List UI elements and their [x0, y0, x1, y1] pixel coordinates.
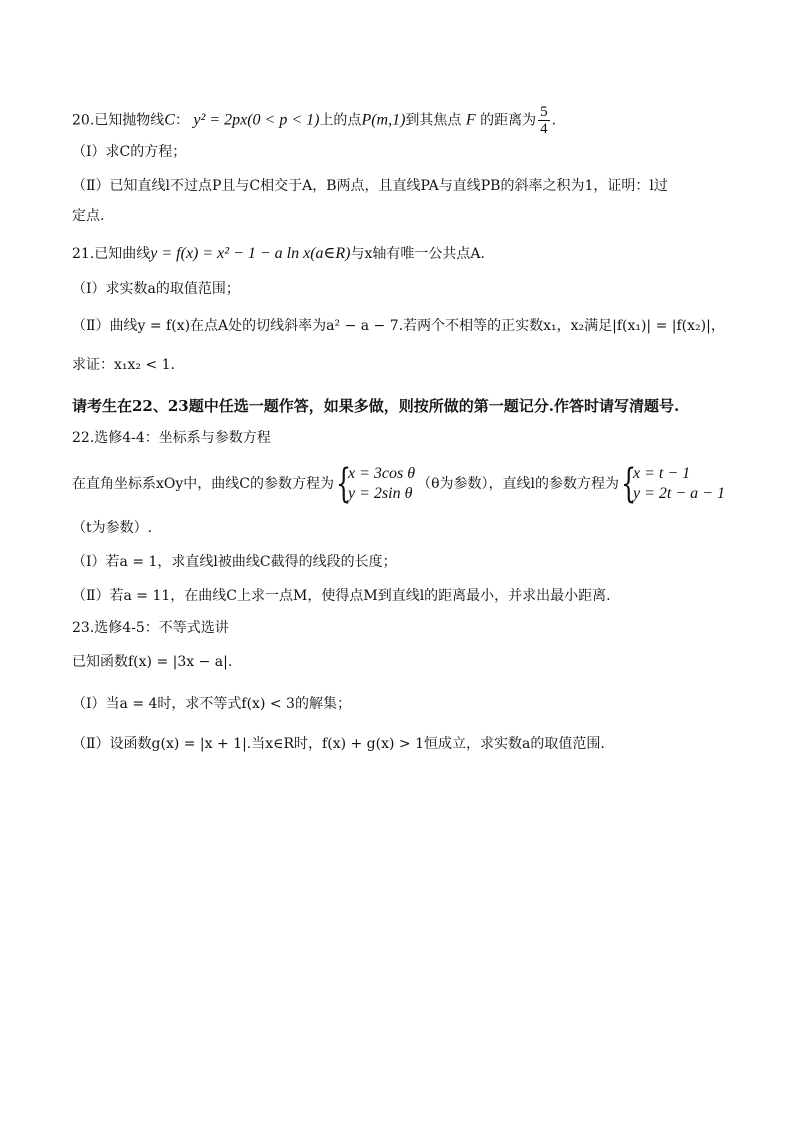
q22-curve-parametric-system — [336, 461, 416, 507]
q21-part1: （Ⅰ）求实数a的取值范围； — [72, 281, 240, 297]
q22-line-x-equation: x = t − 1 — [633, 465, 691, 482]
q22-title: 22.选修4-4：坐标系与参数方程 — [72, 430, 271, 446]
q20-stem-text-e: 的距离为 — [480, 112, 537, 129]
q20-point-p: P(m,1) — [361, 111, 406, 129]
q20-parabola-equation: y² = 2px(0 < p < 1) — [193, 111, 320, 129]
q20-focus-name: F — [465, 111, 476, 129]
q21-part2-line2: 求证：x₁x₂ < 1. — [72, 357, 176, 373]
q22-line-y-equation: y = 2t − a − 1 — [633, 485, 725, 502]
q22-stem — [72, 462, 740, 506]
q22-part1: （Ⅰ）若a = 1，求直线l被曲线C截得的线段的长度； — [72, 554, 397, 570]
q22-stem-text-b: （θ为参数），直线l的参数方程为 — [417, 476, 619, 492]
q22-brace-1: { — [336, 461, 352, 507]
q22-curve-x-equation: x = 3cos θ — [348, 465, 416, 482]
q20-fraction-denominator: 4 — [540, 121, 548, 137]
q20-stem-text-b: ： — [174, 112, 189, 129]
q21-stem — [72, 244, 740, 264]
q22-brace-2: { — [621, 461, 637, 507]
q20-stem — [72, 104, 740, 137]
q23-part1: （Ⅰ）当a = 4时，求不等式f(x) < 3的解集； — [72, 696, 351, 712]
q22-stem-text-a: 在直角坐标系xOy中，曲线C的参数方程为 — [72, 476, 334, 492]
q20-stem-text-d: 到其焦点 — [405, 112, 462, 129]
q20-fraction-numerator: 5 — [540, 104, 548, 120]
q20-stem-end: . — [551, 112, 557, 129]
q20-part1: （Ⅰ）求C的方程； — [72, 144, 187, 160]
selection-instruction: 请考生在22、23题中任选一题作答，如果多做，则按所做的第一题记分.作答时请写清题号. — [72, 397, 680, 415]
q22-curve-y-equation: y = 2sin θ — [348, 485, 413, 502]
q23-title: 23.选修4-5：不等式选讲 — [72, 620, 229, 636]
q22-stem-continued: （t为参数）. — [72, 520, 153, 536]
q21-stem-text-a: 21.已知曲线 — [72, 246, 151, 262]
q21-part2-line1: （Ⅱ）曲线y = f(x)在点A处的切线斜率为a² − a − 7.若两个不相等的正实数x₁，x₂满足|f(x₁)| = |f(x₂)|， — [72, 318, 725, 334]
q23-stem: 已知函数f(x) = |3x − a|. — [72, 654, 233, 670]
q20-stem-text-a: 20.已知抛物线 — [72, 112, 165, 129]
q20-part2-line2: 定点. — [72, 208, 105, 224]
q20-distance-fraction — [538, 104, 550, 137]
q21-curve-equation: y = f(x) = x² − 1 − a ln x(a∈R) — [150, 245, 351, 262]
q20-part2-line1: （Ⅱ）已知直线l不过点P且与C相交于A，B两点，且直线PA与直线PB的斜率之积为1，证明：l过 — [72, 178, 668, 194]
q21-stem-text-b: 与x轴有唯一公共点A. — [350, 246, 485, 262]
q22-part2: （Ⅱ）若a = 11，在曲线C上求一点M，使得点M到直线l的距离最小，并求出最小距离. — [72, 588, 611, 604]
q20-curve-name: C — [164, 111, 175, 129]
q22-line-parametric-system — [621, 461, 725, 507]
q20-stem-text-c: 上的点 — [319, 112, 362, 129]
q23-part2: （Ⅱ）设函数g(x) = |x + 1|.当x∈R时，f(x) + g(x) > 1恒成立，求实数a的取值范围. — [72, 736, 605, 752]
